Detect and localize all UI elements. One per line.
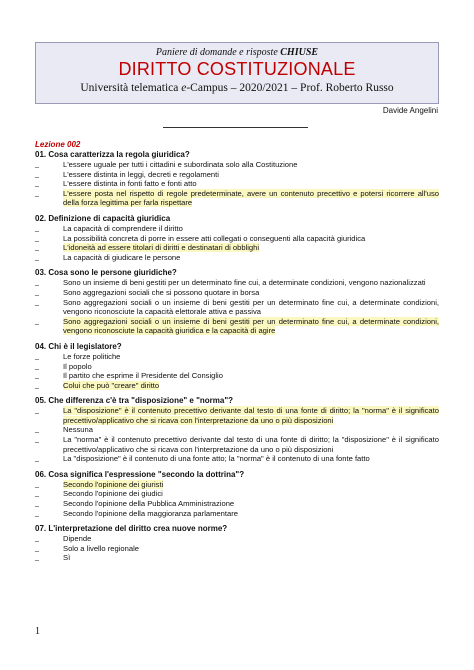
header-subtitle bbox=[36, 47, 438, 58]
bullet-marker: _ bbox=[35, 279, 39, 287]
bullet-marker: _ bbox=[35, 189, 39, 197]
answer-option bbox=[35, 179, 439, 189]
answer-option bbox=[35, 234, 439, 244]
bullet-marker: _ bbox=[35, 253, 39, 261]
separator-rule bbox=[163, 127, 308, 128]
answer-text: L'essere distinta in fonti fatto e fonti atto bbox=[63, 179, 197, 189]
answer-text: La "norma" è il contenuto precettivo derivante dal testo di una fonte di diritto; la "disposizione" è il significato precettivo/applicativo che si ricava con l'interpretazione da uno o più disposizioni bbox=[63, 435, 439, 454]
question-title: 01. Cosa caratterizza la regola giuridica? bbox=[35, 150, 190, 159]
bullet-marker: _ bbox=[35, 407, 39, 415]
bullet-marker: _ bbox=[35, 381, 39, 389]
bullet-marker: _ bbox=[35, 490, 39, 498]
answer-option-correct bbox=[35, 189, 439, 208]
answer-option bbox=[35, 278, 439, 288]
answer-option bbox=[35, 352, 439, 362]
answer-option bbox=[35, 544, 439, 554]
answer-text: La "disposizione" è il contenuto di una fonte atto; la "norma" è il contenuto di una fonte fatto bbox=[63, 454, 370, 464]
answer-text: Secondo l'opinione dei giuristi bbox=[63, 479, 164, 489]
answer-text: L'idoneità ad essere titolari di diritti e destinatari di obblighi bbox=[63, 243, 260, 253]
answer-text: Sono aggregazioni sociali che si possono quotare in borsa bbox=[63, 287, 260, 297]
bullet-marker: _ bbox=[35, 554, 39, 562]
answer-text: Il partito che esprime il Presidente del Consiglio bbox=[63, 371, 223, 381]
bullet-marker: _ bbox=[35, 170, 39, 178]
question-block bbox=[35, 214, 439, 262]
bullet-marker: _ bbox=[35, 161, 39, 168]
answer-option bbox=[35, 362, 439, 372]
answer-text: L'essere distinta in leggi, decreti e regolamenti bbox=[63, 169, 219, 179]
questions-container bbox=[35, 140, 439, 569]
header-subtitle-emphasis: CHIUSE bbox=[280, 47, 319, 58]
university-course-info: Campus – 2020/2021 – Prof. Roberto Russo bbox=[190, 82, 394, 94]
bullet-marker: _ bbox=[35, 455, 39, 463]
answer-text: L'essere uguale per tutti i cittadini e subordinata solo alla Costituzione bbox=[63, 160, 298, 169]
answer-option bbox=[35, 298, 439, 317]
question-block bbox=[35, 396, 439, 464]
author-name: Davide Angelini bbox=[382, 106, 438, 115]
bullet-marker: _ bbox=[35, 426, 39, 434]
answer-option bbox=[35, 224, 439, 234]
answer-text: La possibilità concreta di porre in essere atti collegati o conseguenti alla capacità giuridica bbox=[63, 233, 366, 243]
answer-text: Colui che può "creare" diritto bbox=[63, 380, 160, 390]
document-header bbox=[35, 42, 439, 104]
bullet-marker: _ bbox=[35, 362, 39, 370]
answer-option-correct bbox=[35, 480, 439, 490]
question-title: 03. Cosa sono le persone giuridiche? bbox=[35, 268, 177, 278]
bullet-marker: _ bbox=[35, 436, 39, 444]
question-block bbox=[35, 342, 439, 390]
bullet-marker: _ bbox=[35, 288, 39, 296]
answer-text: Nessuna bbox=[63, 425, 93, 435]
bullet-marker: _ bbox=[35, 535, 39, 543]
answer-option-correct bbox=[35, 317, 439, 336]
answer-option bbox=[35, 160, 439, 170]
bullet-marker: _ bbox=[35, 544, 39, 552]
answer-option bbox=[35, 288, 439, 298]
answer-text: Dipende bbox=[63, 534, 92, 544]
answer-text: Sì bbox=[63, 553, 71, 563]
question-title: 07. L'interpretazione del diritto crea nuove norme? bbox=[35, 524, 228, 534]
bullet-marker: _ bbox=[35, 224, 39, 232]
answer-option-correct bbox=[35, 406, 439, 425]
answer-text: La capacità di giudicare le persone bbox=[63, 252, 181, 262]
answer-text: Le forze politiche bbox=[63, 351, 121, 361]
answer-option bbox=[35, 454, 439, 464]
question-block bbox=[35, 470, 439, 518]
answer-option bbox=[35, 553, 439, 563]
question-title: 04. Chi è il legislatore? bbox=[35, 341, 122, 351]
page-number: 1 bbox=[35, 626, 40, 637]
lesson-heading: Lezione 002 bbox=[35, 140, 81, 149]
answer-option bbox=[35, 534, 439, 544]
question-title: 05. Che differenza c'è tra "disposizione" e "norma"? bbox=[35, 396, 234, 406]
university-name: Università telematica bbox=[80, 82, 179, 94]
header-subtitle-text: Paniere di domande e risposte bbox=[155, 47, 278, 58]
question-block bbox=[35, 524, 439, 563]
answer-option bbox=[35, 170, 439, 180]
answer-text: L'essere posta nel rispetto di regole predeterminate, avere un contenuto precettivo e potersi ricorrere all'uso della forza legittima per farla rispettare bbox=[63, 188, 439, 208]
answer-text: Il popolo bbox=[63, 361, 92, 371]
bullet-marker: _ bbox=[35, 317, 39, 325]
course-title: DIRITTO COSTITUZIONALE bbox=[118, 59, 356, 79]
answer-text: Sono un insieme di beni gestiti per un determinato fine cui, a determinate condizioni, vengono nazionalizzati bbox=[63, 278, 426, 288]
bullet-marker: _ bbox=[35, 480, 39, 488]
answer-option bbox=[35, 371, 439, 381]
bullet-marker: _ bbox=[35, 298, 39, 306]
answer-option bbox=[35, 509, 439, 519]
answer-text: Solo a livello regionale bbox=[63, 543, 139, 553]
university-line bbox=[36, 82, 438, 94]
answer-text: Sono aggregazioni sociali o un insieme di beni gestiti per un determinato fine cui, a determinate condizioni, vengono riconosciute la capacità giuridica e la capacità di agire bbox=[63, 316, 439, 336]
question-block bbox=[35, 268, 439, 336]
answer-option bbox=[35, 489, 439, 499]
answer-text: Secondo l'opinione dei giudici bbox=[63, 489, 163, 499]
bullet-marker: _ bbox=[35, 180, 39, 188]
bullet-marker: _ bbox=[35, 352, 39, 360]
bullet-marker: _ bbox=[35, 234, 39, 242]
question-block bbox=[35, 150, 439, 208]
answer-text: La capacità di comprendere il diritto bbox=[63, 223, 183, 233]
bullet-marker: _ bbox=[35, 500, 39, 508]
answer-text: Sono aggregazioni sociali o un insieme di beni gestiti per un determinato fine cui, a determinate condizioni, vengono riconosciute la capacità elettorale attiva e passiva bbox=[63, 297, 439, 317]
bullet-marker: _ bbox=[35, 244, 39, 252]
answer-text: Secondo l'opinione della Pubblica Amministrazione bbox=[63, 499, 235, 509]
answer-text: Secondo l'opinione della maggioranza parlamentare bbox=[63, 508, 238, 518]
answer-option bbox=[35, 425, 439, 435]
question-title: 02. Definizione di capacità giuridica bbox=[35, 213, 171, 223]
answer-option-correct bbox=[35, 381, 439, 391]
bullet-marker: _ bbox=[35, 509, 39, 517]
question-title: 06. Cosa significa l'espressione "secondo la dottrina"? bbox=[35, 469, 245, 479]
university-prefix: e- bbox=[181, 82, 191, 94]
answer-option bbox=[35, 499, 439, 509]
answer-option bbox=[35, 253, 439, 263]
answer-option-correct bbox=[35, 243, 439, 253]
bullet-marker: _ bbox=[35, 372, 39, 380]
answer-text: La "disposizione" è il contenuto precettivo derivante dal testo di una fonte di diritto; la "norma" è il significato precettivo/applicativo che si ricava con l'interpretazione da uno o più disposizioni bbox=[63, 406, 439, 425]
answer-option bbox=[35, 435, 439, 454]
